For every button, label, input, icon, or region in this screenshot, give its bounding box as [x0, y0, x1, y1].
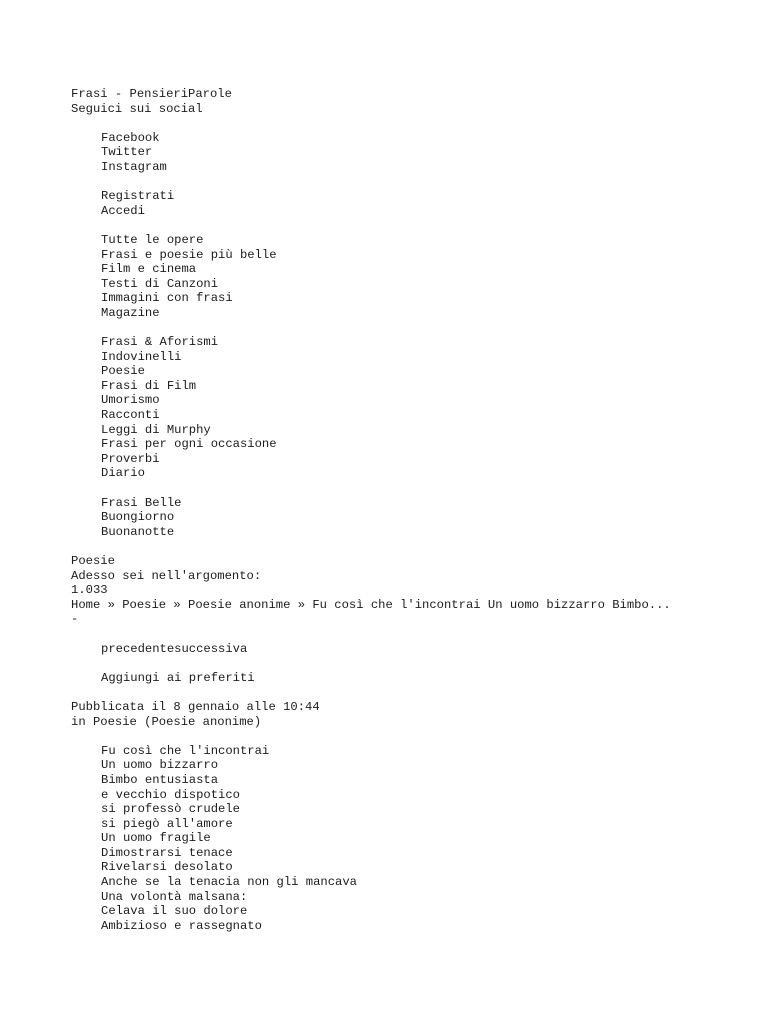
social-links: [71, 131, 751, 175]
site-title[interactable]: Frasi - PensieriParole: [71, 87, 232, 101]
category-item-diary[interactable]: Diario: [101, 466, 145, 481]
nav-item-images[interactable]: Immagini con frasi: [101, 291, 233, 306]
quick-item-good-morning[interactable]: Buongiorno: [101, 510, 175, 525]
account-links: [71, 189, 751, 218]
poem-line: si piegò all'amore: [101, 816, 233, 831]
quick-nav: [71, 496, 751, 540]
poem-line: Una volontà malsana:: [101, 889, 248, 904]
poem-line: Dimostrarsi tenace: [101, 845, 233, 860]
poem-line: Rivelarsi desolato: [101, 860, 233, 875]
social-link-instagram[interactable]: Instagram: [101, 159, 167, 174]
social-heading: Seguici sui social: [71, 101, 203, 116]
breadcrumb[interactable]: Home » Poesie » Poesie anonime » Fu così che l'incontrai Un uomo bizzarro Bimbo...: [71, 597, 671, 612]
nav-item-film[interactable]: Film e cinema: [101, 262, 197, 277]
main-nav: [71, 233, 751, 321]
poem-line: Anche se la tenacia non gli mancava: [101, 875, 357, 890]
poem-line: Ambizioso e rassegnato: [101, 918, 262, 933]
topic-title: Poesie: [71, 554, 115, 568]
topic-count: 1.033: [71, 583, 108, 598]
category-item-humor[interactable]: Umorismo: [101, 393, 160, 408]
nav-item-best-quotes[interactable]: Frasi e poesie più belle: [101, 247, 277, 262]
spacer: [71, 481, 751, 496]
login-link[interactable]: Accedi: [101, 203, 145, 218]
poem-line: si professò crudele: [101, 802, 240, 817]
post-category[interactable]: in Poesie (Poesie anonime): [71, 714, 262, 729]
previous-link[interactable]: precedente: [101, 641, 175, 656]
pager: [71, 642, 751, 657]
register-link[interactable]: Registrati: [101, 189, 175, 204]
category-item-occasions[interactable]: Frasi per ogni occasione: [101, 437, 277, 452]
spacer: [71, 656, 751, 671]
nav-item-lyrics[interactable]: Testi di Canzoni: [101, 276, 219, 291]
poem-line: Un uomo bizzarro: [101, 758, 219, 773]
category-item-aphorisms[interactable]: Frasi & Aforismi: [101, 335, 219, 350]
quick-item-beautiful-quotes[interactable]: Frasi Belle: [101, 495, 182, 510]
poem-line: Fu così che l'incontrai: [101, 743, 270, 758]
spacer: [71, 627, 751, 642]
category-item-proverbs[interactable]: Proverbi: [101, 451, 160, 466]
poem-line: Un uomo fragile: [101, 831, 211, 846]
category-item-murphy[interactable]: Leggi di Murphy: [101, 422, 211, 437]
spacer: [71, 729, 751, 744]
spacer: [71, 116, 751, 131]
poem-body: [71, 744, 751, 934]
nav-item-all-works[interactable]: Tutte le opere: [101, 232, 204, 247]
category-item-poems[interactable]: Poesie: [101, 364, 145, 379]
topic-label: Adesso sei nell'argomento:: [71, 568, 262, 583]
category-item-film-quotes[interactable]: Frasi di Film: [101, 378, 197, 393]
social-link-facebook[interactable]: Facebook: [101, 130, 160, 145]
category-item-riddles[interactable]: Indovinelli: [101, 349, 182, 364]
poem-line: e vecchio dispotico: [101, 787, 240, 802]
page-content: [71, 87, 751, 933]
social-link-twitter[interactable]: Twitter: [101, 145, 153, 160]
spacer: [71, 685, 751, 700]
next-link[interactable]: successiva: [174, 641, 248, 656]
published-date: Pubblicata il 8 gennaio alle 10:44: [71, 699, 320, 714]
spacer: [71, 175, 751, 190]
spacer: [71, 321, 751, 336]
poem-line: Celava il suo dolore: [101, 904, 248, 919]
breadcrumb-dash: -: [71, 612, 79, 627]
spacer: [71, 539, 751, 554]
quick-item-good-night[interactable]: Buonanotte: [101, 524, 175, 539]
nav-item-magazine[interactable]: Magazine: [101, 305, 160, 320]
category-item-stories[interactable]: Racconti: [101, 408, 160, 423]
category-nav: [71, 335, 751, 481]
poem-line: Bimbo entusiasta: [101, 772, 219, 787]
spacer: [71, 218, 751, 233]
add-to-favorites-button[interactable]: Aggiungi ai preferiti: [101, 670, 255, 685]
